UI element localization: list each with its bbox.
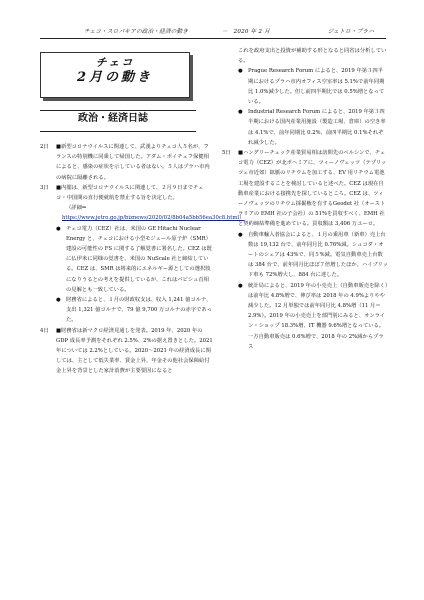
entry-text: チェコ電力（CEZ）社は、米国の GE Hitachi Nuclear Energy と、チェコにおける小型モジュール原子炉（SMR）建設の可能性の FS に関する了解覚書に署名した。CEZ は既に仏伊米に同様の覚書を、米国の NuScale 社と締結している。CEZ は、SMR は将来的にエネルギー源としての選択肢になりうるとの考えを提供しているが、これはバビシュ首相の見解とも一致している。 — [66, 225, 212, 293]
entry-text: 財務省は新マクロ経済見通しを発表。2019 年、2020 年の GDP 成長率予測をそれぞれ 2.5%、2%の据え置きとした。2021 年については 2.2%としている。2020～2021 年の経済成長に関しては、主として低失業率、賃金上昇、年金その他社会保障給付金上昇を背景とした家計消費が主要要因になると — [56, 327, 213, 375]
entry-text: 新型コロナウイルスに関連して、武漢よりチェコ人５名が、フランスの特別機に同乗して帰国した。アダム・ボイチェフ保健相によると、感染の症状を示している者はない。５人はプラハ市内の病院に隔離される。 — [56, 144, 210, 181]
journal-entry — [40, 326, 214, 377]
entry-text: Industrial Research Forum によると、2019 年第３四半期における国内産業用施設（製造工場、倉庫）の空き率は 4.1%で、前年同期比 0.2%、前四半期比 0.1%それぞれ減少した。 — [248, 109, 386, 146]
entry-day: 5日 — [222, 150, 231, 157]
entry-day: 2日 — [40, 144, 49, 150]
entry-text: 統計局によると、2019 年の小売売上（自動車販売を除く）は前年比 4.8%増で、伸び率は 2018 年の 4.9%よりやや減少した。12 月単独では前年同月比 4.8%増（11 月＝2.9%）。2019 年の小売売上を部門別にみると、オンライン・ショップ 18.3%増、IT 機器 9.6%増となっている。一方自動車販売は 0.6%増で、2018 年の 2%減からプラス — [248, 282, 388, 350]
title-line-1: チェコ — [95, 56, 135, 69]
entry-marker: ■ — [56, 144, 62, 150]
entry-marker: ■ — [56, 184, 62, 191]
detail-link[interactable]: https://www.jetro.go.jp/biznews/2020/02/8b04a5bb56ea30c8.html） — [62, 215, 245, 222]
entry-text: 自動車輸入者協会によると、１月の乗用車（新車）売上台数は 19,132 台で、前年同月比 0.76%減。シュコダ・オートのシェアは 43%で、同５%減。電気自動車売上台数は 384 台で、前年同月比ほぼ７倍増したほか、ハイブリッド車も 72%増大し、884 台に達した。 — [248, 231, 388, 279]
journal-entry — [222, 66, 388, 107]
journal-entry — [40, 142, 214, 183]
header-left: チェコ・スロバキアの政治・経済の動き — [84, 29, 189, 35]
journal-entry — [222, 107, 388, 148]
entry-text: Prague Research Forum によると、2019 年第３四半期におけるプラハ市内オフィス空室率は 5.1%で前年同期比 1.0%減少した。但し前四半期比では 0.5%増となっている。 — [248, 68, 385, 106]
bullet-item — [56, 295, 214, 326]
entry-text: ハングリーチェック産業貿易相は訪問先のペルシンで、チェコ電力（CEZ）が北ボヘミアに、ツィーノヴェッツ（テプリッツェ市近郊）鉱脈のリチウムを加工する、EV 用リチウム電池工場を建設することを検討していると述べた。CEZ は現在自動車産業における接携先を探しているところ。CEZ は、ツィーノヴェッツのリチウム採掘権を有するGeodet 社（オーストラリアの EMH 社の子会社）の 51%を買収すべく、EMH 社と契約締結準備を進めている。買収額は 3,406 万ユーロ。 — [238, 150, 387, 228]
bullet-item — [238, 281, 388, 352]
entry-text: これを政府支出と投資が補助する形となると同省は分析している。 — [238, 48, 387, 65]
journal-entry — [40, 224, 214, 295]
header-right: ジェトロ・プラハ — [327, 29, 374, 35]
title-line-2: 2月の動き — [76, 70, 154, 85]
entry-text: 内閣は、新型コロナウイルスに関連して、２月９日までチェコ・中国間の直行便就航を禁止する旨を決定した。 — [56, 184, 204, 202]
journal-entry — [40, 183, 245, 224]
right-column — [222, 46, 388, 352]
bullet-item — [238, 66, 388, 107]
entry-text: 財務省によると、１月の財政収支は、収入 1,241 億コルナ、支出 1,321 億コルナで、79 億 9,700 万コルナの赤字であった。 — [66, 297, 212, 324]
entry-marker: ■ — [238, 150, 244, 157]
header-middle: － 2020 年 2 月 — [222, 29, 270, 35]
header-rule — [40, 38, 386, 39]
journal-entry — [222, 281, 388, 352]
bullet-item — [238, 230, 388, 281]
entry-day: 3日 — [40, 184, 49, 191]
bullet-item — [238, 107, 388, 148]
journal-entry — [222, 148, 388, 230]
section-title: 政治・経済日誌 — [78, 113, 148, 124]
entry-day: 4日 — [40, 327, 49, 334]
section-heading — [40, 110, 196, 132]
journal-entry — [222, 46, 388, 66]
detail-paren: （詳細⇒ — [66, 205, 87, 212]
bullet-item — [56, 224, 214, 295]
entry-marker: ■ — [56, 327, 62, 334]
journal-entry — [222, 230, 388, 281]
title-box — [40, 52, 190, 98]
journal-entry — [40, 295, 214, 326]
